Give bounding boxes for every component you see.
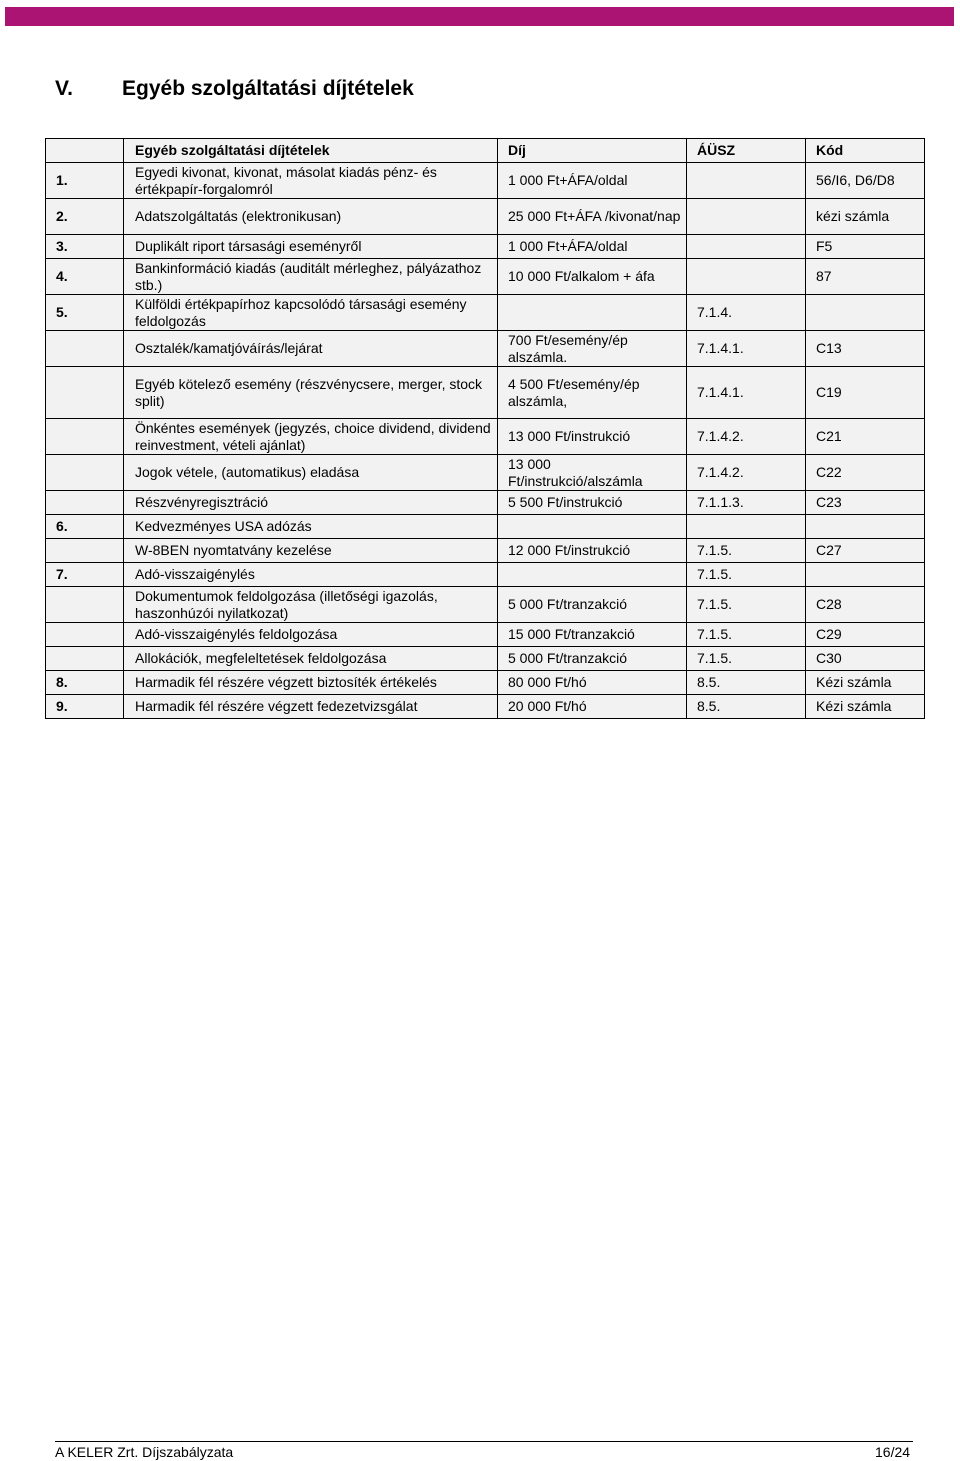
auesz-cell: 7.1.4.1.: [687, 367, 806, 419]
code-cell: C22: [806, 455, 925, 491]
auesz-cell: 7.1.1.3.: [687, 491, 806, 515]
fee-cell: [498, 515, 687, 539]
service-cell: Részvényregisztráció: [124, 491, 498, 515]
table-row: [46, 515, 925, 539]
header-cell-number: [46, 139, 124, 163]
table-row: [46, 455, 925, 491]
service-cell: Egyedi kivonat, kivonat, másolat kiadás pénz- és értékpapír-forgalomról: [124, 163, 498, 199]
header-cell-auesz: ÁÜSZ: [687, 139, 806, 163]
fee-cell: 13 000 Ft/instrukció: [498, 419, 687, 455]
row-number-cell: 2.: [46, 199, 124, 235]
auesz-cell: [687, 163, 806, 199]
footer-divider: [55, 1441, 913, 1442]
auesz-cell: [687, 515, 806, 539]
fee-cell: 25 000 Ft+ÁFA /kivonat/nap: [498, 199, 687, 235]
service-cell: Bankinformáció kiadás (auditált mérleghez, pályázathoz stb.): [124, 259, 498, 295]
table-row: [46, 671, 925, 695]
service-cell: Külföldi értékpapírhoz kapcsolódó társasági esemény feldolgozás: [124, 295, 498, 331]
auesz-cell: 7.1.5.: [687, 563, 806, 587]
row-number-cell: 9.: [46, 695, 124, 719]
table-row: [46, 295, 925, 331]
table-row: [46, 587, 925, 623]
code-cell: C19: [806, 367, 925, 419]
code-cell: F5: [806, 235, 925, 259]
service-cell: Önkéntes események (jegyzés, choice dividend, dividend reinvestment, vételi ajánlat): [124, 419, 498, 455]
row-number-cell: 8.: [46, 671, 124, 695]
fee-cell: 4 500 Ft/esemény/ép alszámla,: [498, 367, 687, 419]
fee-cell: [498, 563, 687, 587]
service-cell: Allokációk, megfeleltetések feldolgozása: [124, 647, 498, 671]
section-title: Egyéb szolgáltatási díjtételek: [122, 77, 414, 100]
auesz-cell: 7.1.4.1.: [687, 331, 806, 367]
fee-cell: 5 000 Ft/tranzakció: [498, 647, 687, 671]
code-cell: C29: [806, 623, 925, 647]
header-cell-service: Egyéb szolgáltatási díjtételek: [124, 139, 498, 163]
service-cell: Egyéb kötelező esemény (részvénycsere, merger, stock split): [124, 367, 498, 419]
auesz-cell: 7.1.5.: [687, 587, 806, 623]
row-number-cell: [46, 455, 124, 491]
table-row: [46, 163, 925, 199]
top-color-bar: [5, 7, 954, 26]
code-cell: C30: [806, 647, 925, 671]
auesz-cell: 7.1.5.: [687, 647, 806, 671]
code-cell: C23: [806, 491, 925, 515]
footer-page-number: 16/24: [875, 1444, 911, 1460]
auesz-cell: 7.1.5.: [687, 623, 806, 647]
service-cell: Harmadik fél részére végzett biztosíték értékelés: [124, 671, 498, 695]
service-cell: Adó-visszaigénylés feldolgozása: [124, 623, 498, 647]
code-cell: kézi számla: [806, 199, 925, 235]
code-cell: Kézi számla: [806, 695, 925, 719]
footer-document-title: A KELER Zrt. Díjszabályzata: [55, 1444, 234, 1460]
service-cell: Jogok vétele, (automatikus) eladása: [124, 455, 498, 491]
service-cell: W-8BEN nyomtatvány kezelése: [124, 539, 498, 563]
auesz-cell: 8.5.: [687, 671, 806, 695]
auesz-cell: [687, 259, 806, 295]
row-number-cell: 5.: [46, 295, 124, 331]
table-row: [46, 367, 925, 419]
row-number-cell: [46, 623, 124, 647]
service-cell: Duplikált riport társasági eseményről: [124, 235, 498, 259]
row-number-cell: [46, 587, 124, 623]
table-row: [46, 331, 925, 367]
code-cell: [806, 295, 925, 331]
auesz-cell: [687, 235, 806, 259]
fee-cell: 5 000 Ft/tranzakció: [498, 587, 687, 623]
header-cell-code: Kód: [806, 139, 925, 163]
auesz-cell: 8.5.: [687, 695, 806, 719]
code-cell: C27: [806, 539, 925, 563]
service-cell: Adatszolgáltatás (elektronikusan): [124, 199, 498, 235]
code-cell: C21: [806, 419, 925, 455]
fee-table: [45, 138, 925, 719]
service-cell: Harmadik fél részére végzett fedezetvizsgálat: [124, 695, 498, 719]
fee-cell: 12 000 Ft/instrukció: [498, 539, 687, 563]
table-row: [46, 695, 925, 719]
section-number: V.: [55, 77, 73, 100]
table-row: [46, 259, 925, 295]
code-cell: Kézi számla: [806, 671, 925, 695]
auesz-cell: 7.1.4.2.: [687, 455, 806, 491]
auesz-cell: 7.1.4.: [687, 295, 806, 331]
code-cell: 56/I6, D6/D8: [806, 163, 925, 199]
fee-cell: 15 000 Ft/tranzakció: [498, 623, 687, 647]
fee-cell: [498, 295, 687, 331]
row-number-cell: 3.: [46, 235, 124, 259]
fee-cell: 20 000 Ft/hó: [498, 695, 687, 719]
row-number-cell: [46, 539, 124, 563]
code-cell: [806, 515, 925, 539]
code-cell: [806, 563, 925, 587]
service-cell: Dokumentumok feldolgozása (illetőségi igazolás, haszonhúzói nyilatkozat): [124, 587, 498, 623]
fee-cell: 1 000 Ft+ÁFA/oldal: [498, 163, 687, 199]
fee-cell: 80 000 Ft/hó: [498, 671, 687, 695]
auesz-cell: 7.1.5.: [687, 539, 806, 563]
service-cell: Adó-visszaigénylés: [124, 563, 498, 587]
row-number-cell: [46, 331, 124, 367]
code-cell: 87: [806, 259, 925, 295]
row-number-cell: 4.: [46, 259, 124, 295]
fee-cell: 1 000 Ft+ÁFA/oldal: [498, 235, 687, 259]
table-row: [46, 491, 925, 515]
table-row: [46, 539, 925, 563]
table-row: [46, 563, 925, 587]
row-number-cell: 7.: [46, 563, 124, 587]
auesz-cell: [687, 199, 806, 235]
row-number-cell: [46, 491, 124, 515]
auesz-cell: 7.1.4.2.: [687, 419, 806, 455]
row-number-cell: [46, 647, 124, 671]
service-cell: Osztalék/kamatjóváírás/lejárat: [124, 331, 498, 367]
header-cell-fee: Díj: [498, 139, 687, 163]
table-row: [46, 235, 925, 259]
section-heading: [55, 77, 414, 101]
fee-cell: 10 000 Ft/alkalom + áfa: [498, 259, 687, 295]
table-header-row: [46, 139, 925, 163]
row-number-cell: [46, 367, 124, 419]
code-cell: C13: [806, 331, 925, 367]
table-row: [46, 419, 925, 455]
row-number-cell: 6.: [46, 515, 124, 539]
fee-cell: 5 500 Ft/instrukció: [498, 491, 687, 515]
fee-cell: 700 Ft/esemény/ép alszámla.: [498, 331, 687, 367]
service-cell: Kedvezményes USA adózás: [124, 515, 498, 539]
table-row: [46, 623, 925, 647]
table-row: [46, 199, 925, 235]
row-number-cell: 1.: [46, 163, 124, 199]
table-row: [46, 647, 925, 671]
row-number-cell: [46, 419, 124, 455]
code-cell: C28: [806, 587, 925, 623]
fee-cell: 13 000 Ft/instrukció/alszámla: [498, 455, 687, 491]
